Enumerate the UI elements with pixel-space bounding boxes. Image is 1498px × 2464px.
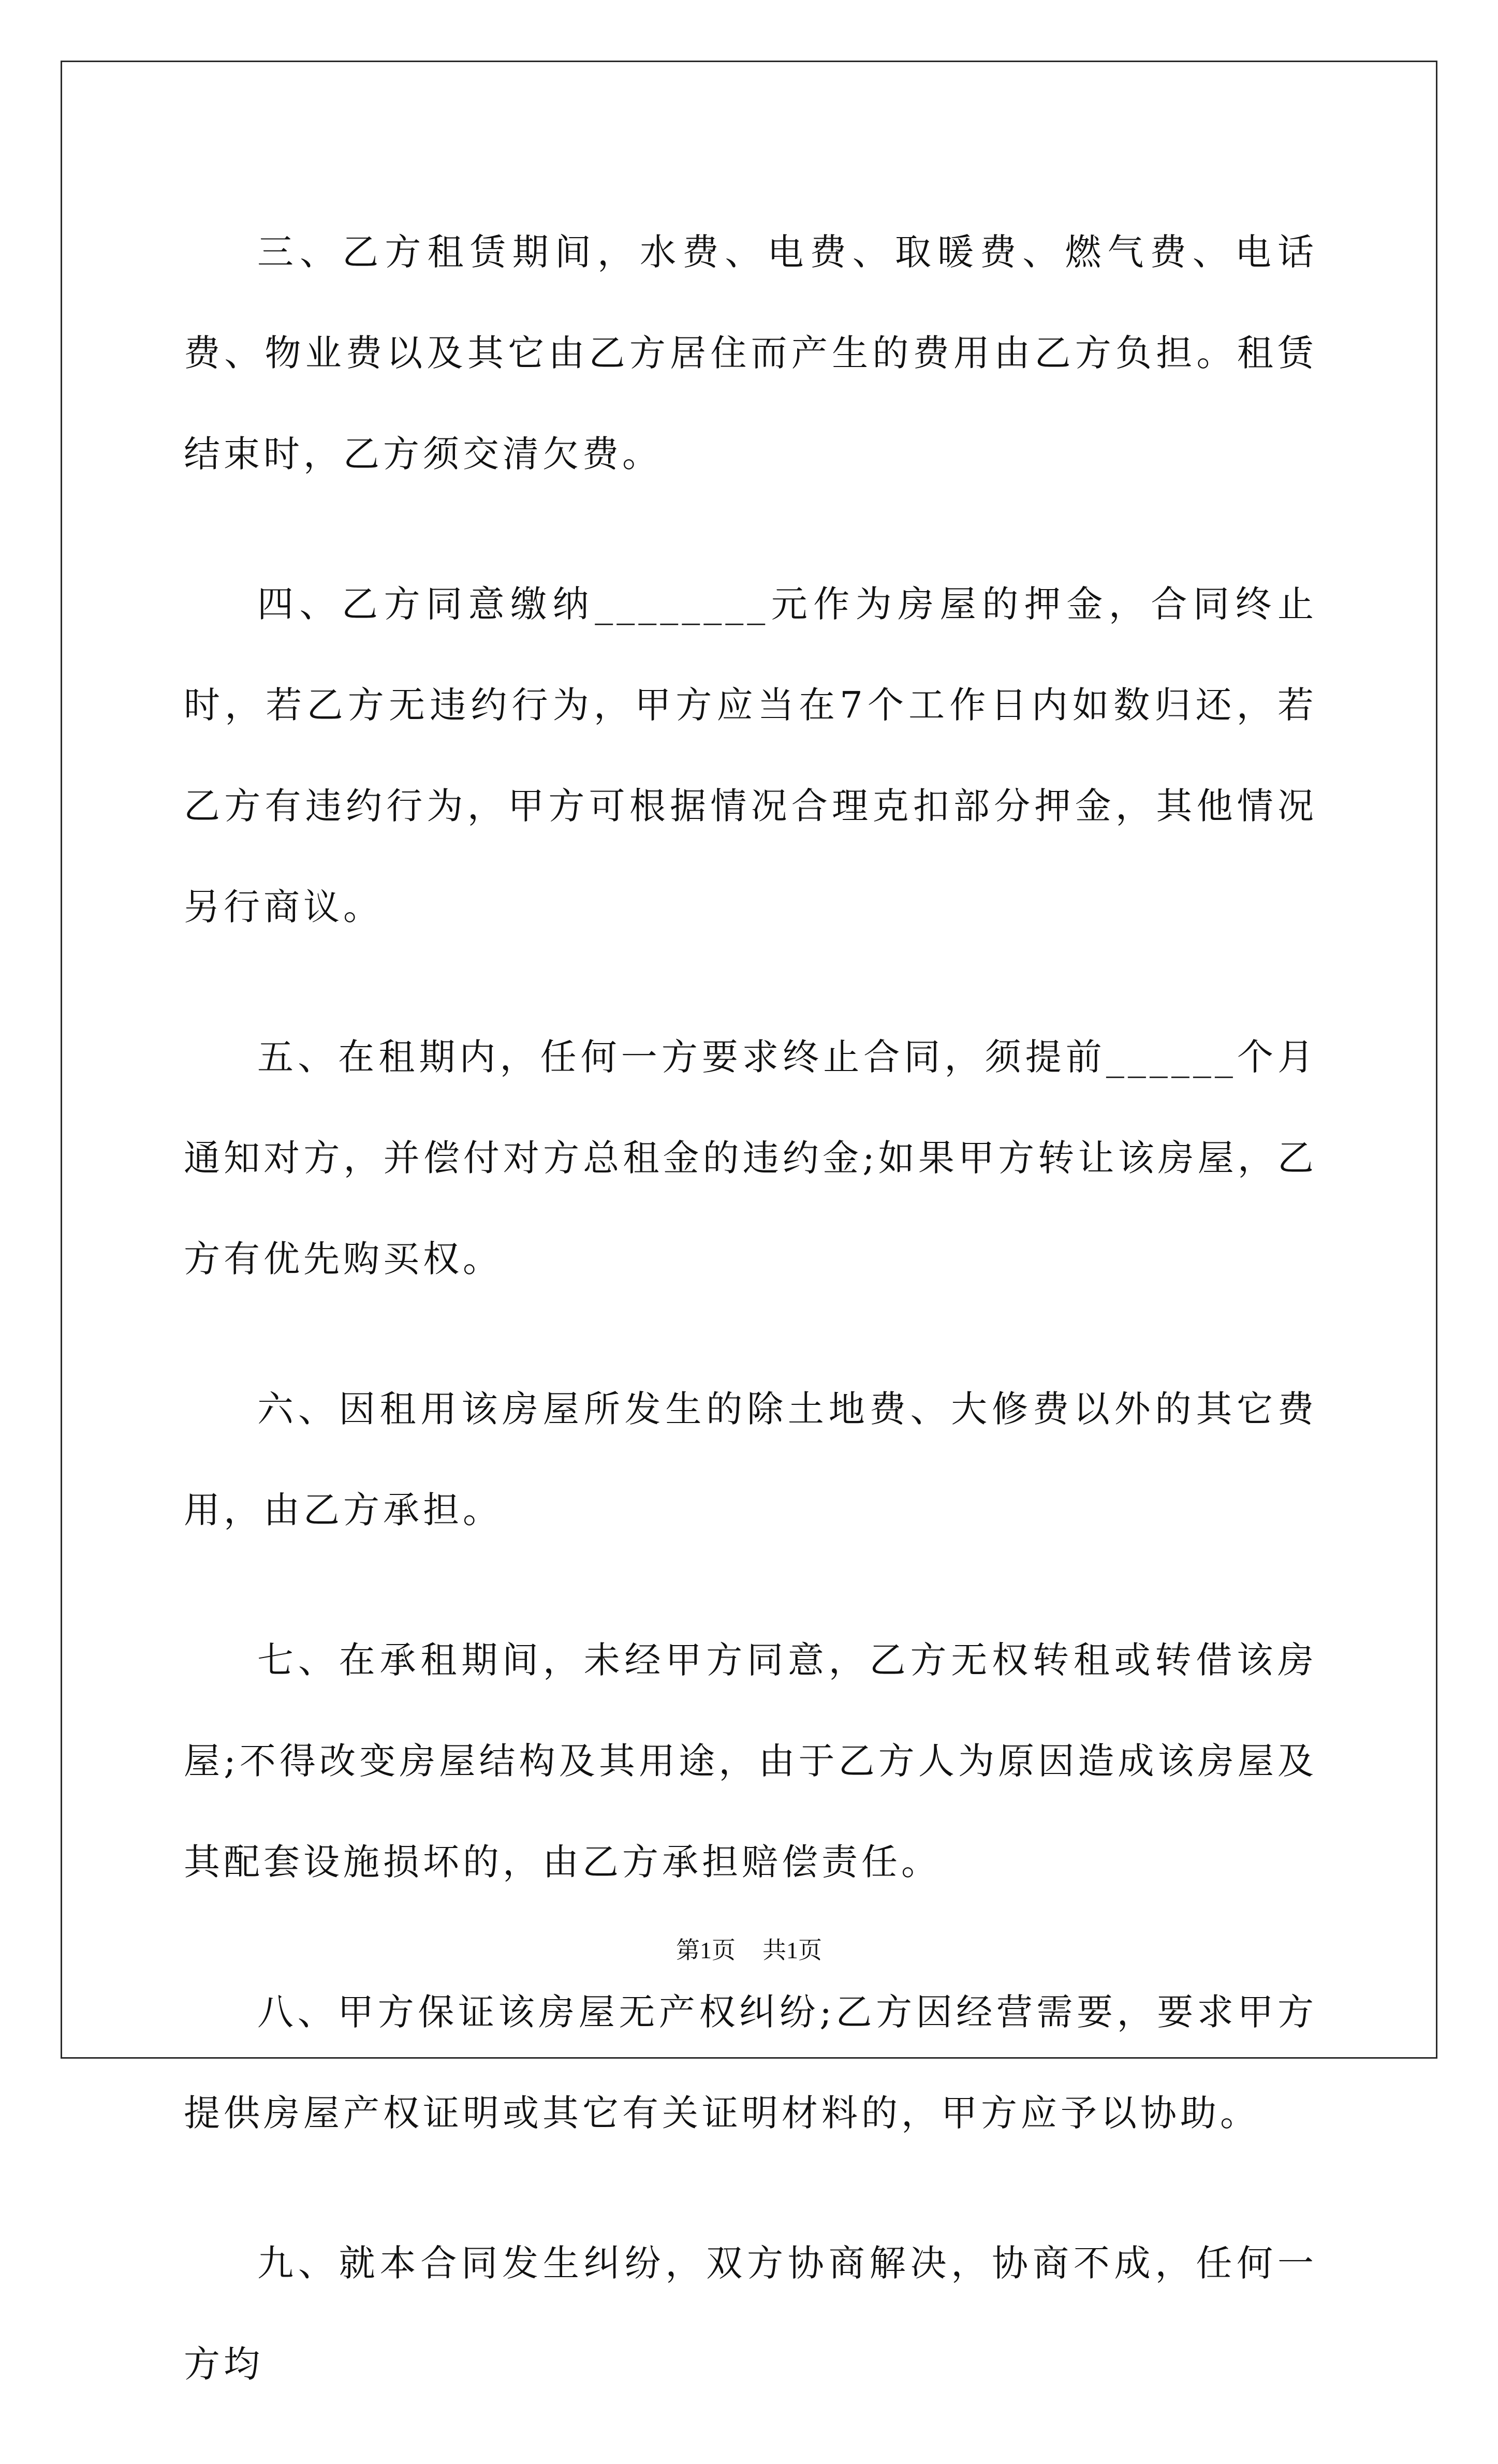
page-number: 第1页 (676, 1937, 736, 1963)
page-total: 共1页 (762, 1937, 822, 1963)
clause-7: 七、在承租期间，未经甲方同意，乙方无权转租或转借该房屋;不得改变房屋结构及其用途，由于乙方人为原因造成该房屋及其配套设施损坏的，由乙方承担赔偿责任。 (184, 1639, 1317, 1883)
clause-5: 五、在租期内，任何一方要求终止合同，须提前______个月通知对方，并偿付对方总租金的违约金;如果甲方转让该房屋，乙方有优先购买权。 (184, 1036, 1317, 1280)
clause-6: 六、因租用该房屋所发生的除土地费、大修费以外的其它费用，由乙方承担。 (184, 1388, 1317, 1531)
clause-9: 九、就本合同发生纠纷，双方协商解决，协商不成，任何一方均 (184, 2242, 1317, 2385)
clause-3: 三、乙方租赁期间，水费、电费、取暖费、燃气费、电话费、物业费以及其它由乙方居住而产生的费用由乙方负担。租赁结束时，乙方须交清欠费。 (184, 231, 1317, 475)
page-footer (0, 1935, 1498, 1966)
clause-4: 四、乙方同意缴纳________元作为房屋的押金，合同终止时，若乙方无违约行为，甲方应当在7个工作日内如数归还，若乙方有违约行为，甲方可根据情况合理克扣部分押金，其他情况另行商议。 (184, 583, 1317, 928)
document-body (184, 202, 1317, 2464)
clause-8: 八、甲方保证该房屋无产权纠纷;乙方因经营需要，要求甲方提供房屋产权证明或其它有关证明材料的，甲方应予以协助。 (184, 1991, 1317, 2134)
